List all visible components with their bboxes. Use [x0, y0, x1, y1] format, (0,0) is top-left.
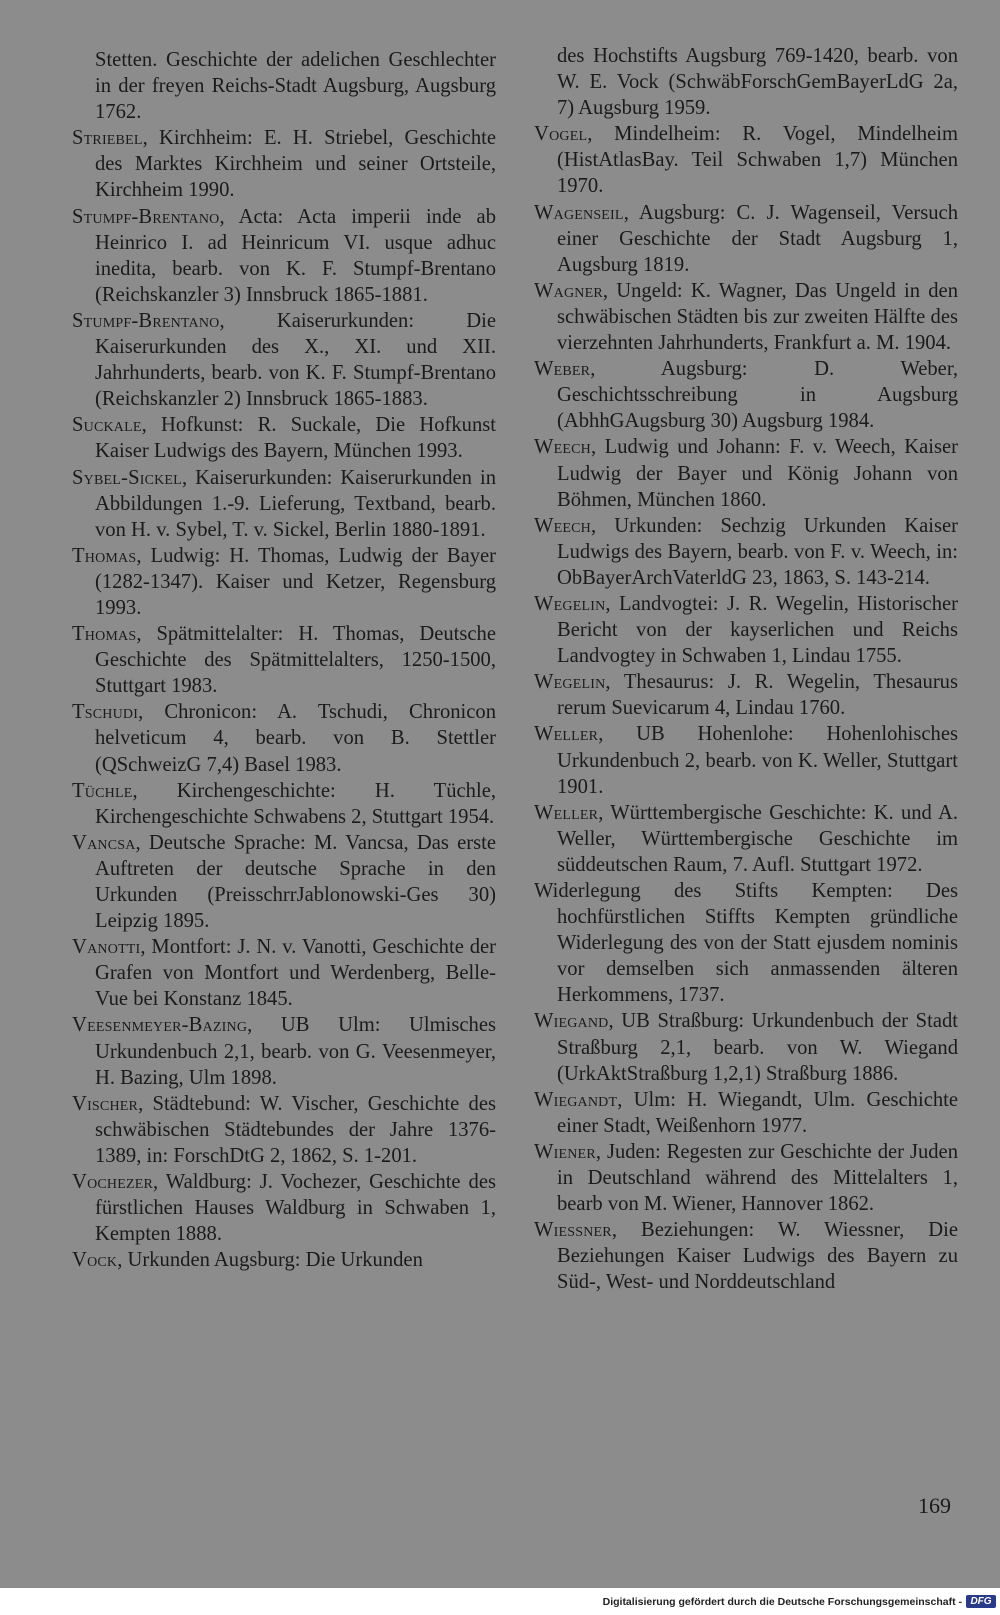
- entry-author: Weber: [534, 358, 591, 381]
- page-number: 169: [918, 1493, 951, 1518]
- bibliography-entry: [72, 699, 496, 777]
- entry-text: , Württembergische Geschichte: K. und A. Weller, Württembergische Geschichte im süddeutschen Raum, 7. Aufl. Stuttgart 1972.: [557, 801, 958, 876]
- entry-text: , Kirchengeschichte: H. Tüchle, Kirchengeschichte Schwabens 2, Stuttgart 1954.: [95, 779, 496, 828]
- entry-author: Tüchle: [72, 779, 133, 802]
- bibliography-entry: [534, 434, 958, 512]
- entry-text: , Acta: Acta imperii inde ab Heinrico I. ad Heinricum VI. usque adhuc inedita, bearb. von K. F. Stumpf-Brentano (Reichskanzler 3) Innsbruck 1865-1881.: [95, 205, 496, 306]
- entry-author: Striebel: [72, 127, 143, 150]
- bibliography-entry: [534, 278, 958, 356]
- bibliography-entry: [72, 1012, 496, 1090]
- bibliography-entry: [72, 830, 496, 934]
- entry-text: , Urkunden Augsburg: Die Urkunden: [117, 1249, 423, 1272]
- bibliography-entry: [72, 204, 496, 308]
- entry-text: , Beziehungen: W. Wiessner, Die Beziehungen Kaiser Ludwigs des Bayern zu Süd-, West- und Norddeutschland: [557, 1219, 958, 1294]
- bibliography-entry: [72, 778, 496, 830]
- entry-author: Wiegand: [534, 1010, 609, 1033]
- bibliography-entry: [534, 356, 958, 434]
- entry-text: Widerlegung des Stifts Kempten: Des hochfürstlichen Stiffts Kempten gründliche Widerlegung des von der Statt ejusdem nominis vor demselben sich anmassenden älteren Herkommens, 1737.: [534, 880, 958, 1007]
- entry-text: , Ungeld: K. Wagner, Das Ungeld in den schwäbischen Städten bis zur zweiten Hälfte des vierzehnten Jahrhunderts, Frankfurt a. M. 1904.: [557, 279, 958, 355]
- entry-author: Wagenseil: [534, 201, 624, 224]
- entry-text: , Ulm: H. Wiegandt, Ulm. Geschichte einer Stadt, Weißenhorn 1977.: [557, 1088, 958, 1137]
- entry-text: , UB Hohenlohe: Hohenlohisches Urkundenbuch 2, bearb. von K. Weller, Stuttgart 1901.: [557, 723, 958, 798]
- entry-author: Wegelin: [534, 671, 606, 694]
- entry-text: , Waldburg: J. Vochezer, Geschichte des fürstlichen Hauses Waldburg in Schwaben 1, Kempten 1888.: [95, 1171, 496, 1246]
- entry-author: Thomas: [72, 544, 137, 567]
- bibliography-entry: [72, 465, 496, 543]
- bibliography-entry: [534, 721, 958, 799]
- footer-credit-text: Digitalisierung gefördert durch die Deutsche Forschungsgemeinschaft -: [602, 1596, 962, 1608]
- bibliography-entry: [72, 1169, 496, 1247]
- entry-author: Wiener: [534, 1140, 596, 1163]
- entry-text: , Mindelheim: R. Vogel, Mindelheim (HistAtlasBay. Teil Schwaben 1,7) München 1970.: [557, 123, 958, 198]
- entry-text: , Urkunden: Sechzig Urkunden Kaiser Ludwigs des Bayern, bearb. von F. v. Weech, in: ObBayerArchVaterldG 23, 1863, S. 143-214.: [557, 514, 958, 589]
- bibliography-entry: [534, 669, 958, 721]
- entry-author: Stumpf-Brentano: [72, 309, 220, 332]
- entry-text: , Augsburg: D. Weber, Geschichtsschreibung in Augsburg (AbhhGAugsburg 30) Augsburg 1984.: [557, 358, 958, 433]
- bibliography-entry: [534, 1139, 958, 1217]
- entry-author: Thomas: [72, 623, 137, 646]
- entry-author: Sybel-Sickel: [72, 466, 182, 489]
- entry-author: Vogel: [534, 123, 588, 146]
- entry-author: Stumpf-Brentano: [72, 205, 220, 228]
- bibliography-entry: [534, 513, 958, 591]
- bibliography-entry: [72, 1247, 496, 1273]
- entry-text: , Kaiserurkunden: Die Kaiserurkunden des X., XI. und XII. Jahrhunderts, bearb. von K. F. Stumpf-Brentano (Reichskanzler 2) Innsbruck 1865-1883.: [95, 309, 496, 411]
- entry-author: Wagner: [534, 279, 603, 302]
- bibliography-entry: [534, 1217, 958, 1295]
- entry-text: , Juden: Regesten zur Geschichte der Juden in Deutschland während des Mittelalters 1, bearb von M. Wiener, Hannover 1862.: [557, 1140, 958, 1216]
- entry-author: Suckale: [72, 414, 142, 437]
- entry-author: Veesenmeyer-Bazing: [72, 1014, 248, 1037]
- bibliography-entry: [534, 800, 958, 878]
- dfg-logo: DFG: [966, 1595, 996, 1608]
- entry-author: Wegelin: [534, 592, 606, 615]
- entry-author: Vancsa: [72, 831, 136, 854]
- entry-text: , UB Ulm: Ulmisches Urkundenbuch 2,1, bearb. von G. Veesenmeyer, H. Bazing, Ulm 1898.: [95, 1014, 496, 1089]
- bibliography-entry: [72, 934, 496, 1012]
- entry-text: , Kirchheim: E. H. Striebel, Geschichte des Marktes Kirchheim und seiner Ortsteile, Kirchheim 1990.: [95, 127, 496, 202]
- entry-text: , Deutsche Sprache: M. Vancsa, Das erste Auftreten der deutsche Sprache in den Urkunden (PreisschrrJablonowski-Ges 30) Leipzig 1895.: [95, 831, 496, 933]
- entry-text: , Augsburg: C. J. Wagenseil, Versuch einer Geschichte der Stadt Augsburg 1, Augsburg 1819.: [557, 201, 958, 276]
- entry-author: Weech: [534, 436, 591, 459]
- entry-text: , Kaiserurkunden: Kaiserurkunden in Abbildungen 1.-9. Lieferung, Textband, bearb. von H. v. Sybel, T. v. Sickel, Berlin 1880-1891.: [95, 466, 496, 541]
- entry-text: des Hochstifts Augsburg 769-1420, bearb. von W. E. Vock (SchwäbForschGemBayerLdG 2a, 7) Augsburg 1959.: [557, 45, 958, 120]
- bibliography-entry: [534, 591, 958, 669]
- bibliography-column-left: [72, 47, 496, 1273]
- entry-author: Vischer: [72, 1092, 139, 1115]
- bibliography-entry: [72, 308, 496, 412]
- bibliography-entry: [534, 43, 958, 121]
- entry-text: , UB Straßburg: Urkundenbuch der Stadt Straßburg 2,1, bearb. von W. Wiegand (UrkAktStraßburg 1,2,1) Straßburg 1886.: [557, 1010, 958, 1085]
- bibliography-entry: [72, 1091, 496, 1169]
- bibliography-entry: [72, 125, 496, 203]
- bibliography-entry: [534, 1008, 958, 1086]
- bibliography-entry: [534, 121, 958, 199]
- bibliography-entry: [534, 878, 958, 1008]
- entry-text: , Ludwig und Johann: F. v. Weech, Kaiser Ludwig der Bayer und König Johann von Böhmen, München 1860.: [557, 436, 958, 511]
- entry-author: Vanotti: [72, 936, 141, 959]
- entry-text: , Chronicon: A. Tschudi, Chronicon helveticum 4, bearb. von B. Stettler (QSchweizG 7,4) Basel 1983.: [95, 701, 496, 776]
- entry-author: Weller: [534, 723, 599, 746]
- bibliography-column-right: [534, 43, 958, 1296]
- entry-author: Vochezer: [72, 1171, 154, 1194]
- bibliography-entry: [72, 412, 496, 464]
- bibliography-entry: [72, 543, 496, 621]
- entry-text: , Thesaurus: J. R. Wegelin, Thesaurus rerum Suevicarum 4, Lindau 1760.: [557, 671, 958, 720]
- entry-text: , Ludwig: H. Thomas, Ludwig der Bayer (1282-1347). Kaiser und Ketzer, Regensburg 1993.: [95, 544, 496, 619]
- bibliography-entry: [72, 621, 496, 699]
- entry-author: Vock: [72, 1249, 118, 1272]
- entry-text: , Städtebund: W. Vischer, Geschichte des schwäbischen Städtebundes der Jahre 1376-1389, in: ForschDtG 2, 1862, S. 1-201.: [95, 1092, 496, 1167]
- entry-text: , Hofkunst: R. Suckale, Die Hofkunst Kaiser Ludwigs des Bayern, München 1993.: [95, 414, 496, 463]
- footer-bar: [0, 1588, 1000, 1615]
- entry-text: , Spätmittelalter: H. Thomas, Deutsche Geschichte des Spätmittelalters, 1250-1500, Stuttgart 1983.: [95, 623, 496, 698]
- entry-author: Wiegandt: [534, 1088, 618, 1111]
- entry-author: Tschudi: [72, 701, 139, 724]
- entry-author: Wiessner: [534, 1219, 612, 1242]
- entry-author: Weller: [534, 801, 599, 824]
- entry-author: Weech: [534, 514, 591, 537]
- bibliography-entry: [72, 47, 496, 125]
- entry-text: Stetten. Geschichte der adelichen Geschlechter in der freyen Reichs-Stadt Augsburg, Augsburg 1762.: [95, 49, 496, 124]
- entry-text: , Montfort: J. N. v. Vanotti, Geschichte der Grafen von Montfort und Werdenberg, Belle-Vue bei Konstanz 1845.: [95, 936, 496, 1011]
- entry-text: , Landvogtei: J. R. Wegelin, Historischer Bericht von der kayserlichen und Reichs Landvogtey in Schwaben 1, Lindau 1755.: [557, 592, 958, 668]
- bibliography-entry: [534, 200, 958, 278]
- bibliography-entry: [534, 1087, 958, 1139]
